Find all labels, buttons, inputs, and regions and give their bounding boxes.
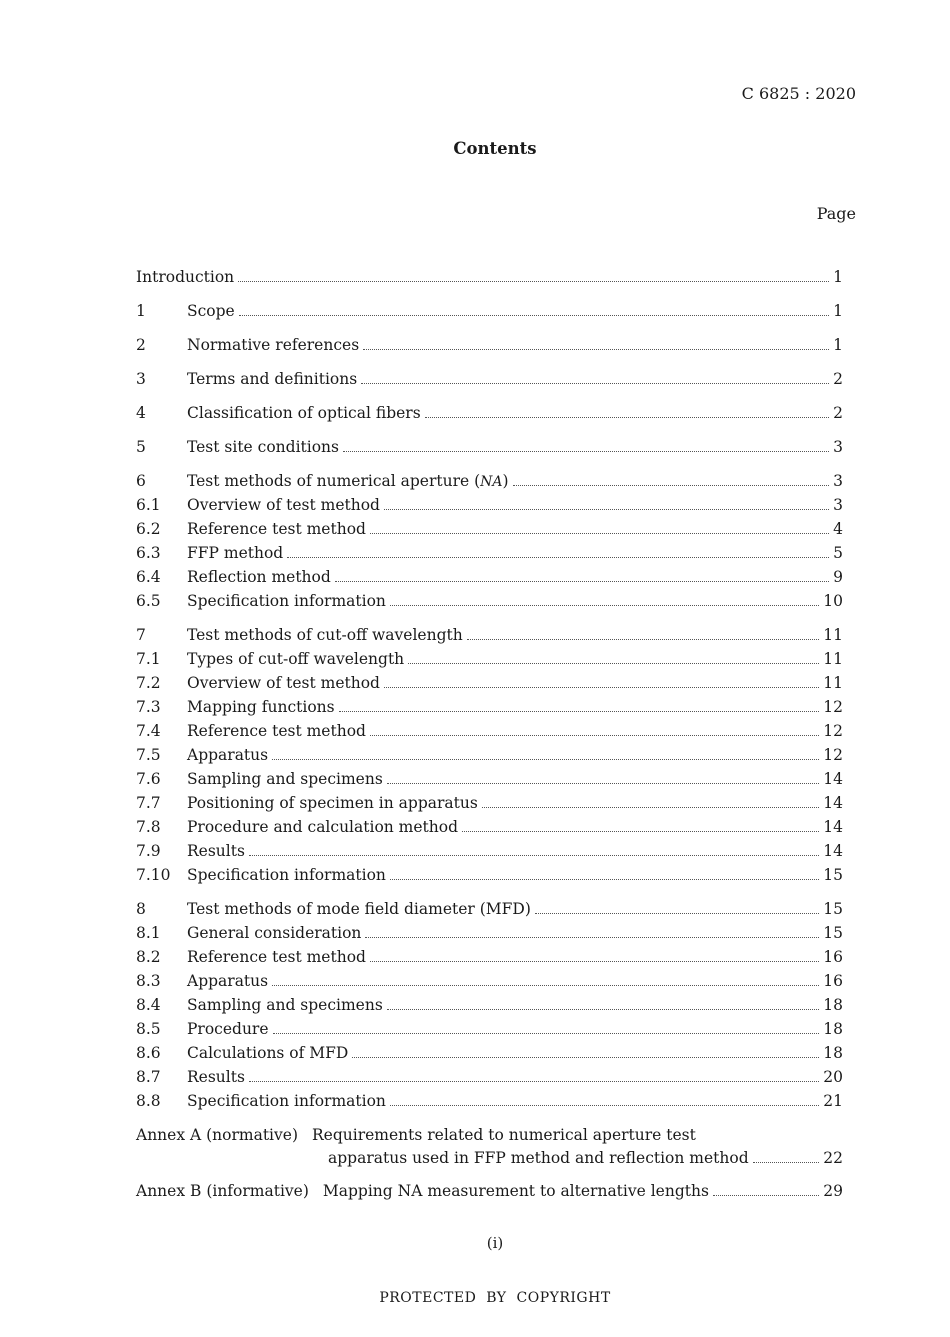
annex-b-page: 29 xyxy=(823,1182,843,1200)
toc-entry[interactable] xyxy=(136,1042,843,1066)
toc-entry-number: 6.4 xyxy=(136,568,161,586)
leader-dots xyxy=(387,783,819,784)
toc-entry-page: 18 xyxy=(823,996,843,1014)
toc-entry-title: Apparatus xyxy=(187,746,269,764)
toc-entry-title: Normative references xyxy=(187,336,360,354)
leader-dots xyxy=(384,509,829,510)
leader-dots xyxy=(352,1057,819,1058)
toc-entry-title: Types of cut-off wavelength xyxy=(187,650,405,668)
leader-dots xyxy=(249,855,819,856)
leader-dots xyxy=(272,985,819,986)
toc-entry[interactable] xyxy=(136,840,843,864)
toc-entry-title: Results xyxy=(187,1068,245,1086)
toc-entry-title: Overview of test method xyxy=(187,496,380,514)
toc-entry-title: Test site conditions xyxy=(187,438,339,456)
toc-entry-number: 7 xyxy=(136,626,146,644)
leader-dots xyxy=(467,639,820,640)
toc-entry-page: 21 xyxy=(823,1092,843,1110)
toc-entry-title: General consideration xyxy=(187,924,362,942)
toc-entry-page: 15 xyxy=(823,900,843,918)
toc-entry-page: 2 xyxy=(833,404,843,422)
toc-entry-number: 5 xyxy=(136,438,146,456)
toc-entry-number: 7.6 xyxy=(136,770,161,788)
leader-dots xyxy=(370,735,819,736)
toc-entry-title-part: ) xyxy=(502,472,509,490)
toc-entry-number: 6.5 xyxy=(136,592,161,610)
toc-entry-page: 12 xyxy=(823,746,843,764)
toc-entry[interactable] xyxy=(136,898,843,922)
annex-b-label: Annex B (informative) xyxy=(136,1182,309,1200)
toc-entry-number: 6.3 xyxy=(136,544,161,562)
toc-entry-number: 7.10 xyxy=(136,866,171,884)
leader-dots xyxy=(713,1195,819,1196)
toc-entry[interactable] xyxy=(136,436,843,460)
toc-entry[interactable] xyxy=(136,816,843,840)
annex-a-entry[interactable] xyxy=(136,1124,843,1170)
toc-entry-number: 8.7 xyxy=(136,1068,161,1086)
annex-b-title: Mapping NA measurement to alternative lengths xyxy=(322,1182,709,1200)
leader-dots xyxy=(384,687,819,688)
annex-a-title-line1: Requirements related to numerical aperture test xyxy=(312,1126,696,1144)
annex-a-label: Annex A (normative) xyxy=(136,1126,298,1144)
toc-entry-title: Reference test method xyxy=(187,948,366,966)
toc-entry[interactable] xyxy=(136,542,843,566)
toc-entry-page: 14 xyxy=(823,842,843,860)
toc-entry[interactable] xyxy=(136,768,843,792)
toc-entry-page: 16 xyxy=(823,972,843,990)
toc-entry[interactable] xyxy=(136,590,843,614)
toc-entry-number: 7.1 xyxy=(136,650,161,668)
leader-dots xyxy=(535,913,819,914)
toc-entry-number: 6 xyxy=(136,472,146,490)
toc-entry-page: 16 xyxy=(823,948,843,966)
toc-entry-title: Introduction xyxy=(136,268,235,286)
toc-entry-title: Test methods of cut-off wavelength xyxy=(187,626,463,644)
toc-entry-number: 3 xyxy=(136,370,146,388)
leader-dots xyxy=(239,315,829,316)
toc-entry-title: Calculations of MFD xyxy=(187,1044,349,1062)
annex-a-page: 22 xyxy=(823,1149,843,1167)
toc-entry-number: 8.8 xyxy=(136,1092,161,1110)
toc-entry[interactable] xyxy=(136,368,843,392)
toc-entry-number: 6.1 xyxy=(136,496,161,514)
toc-entry-page: 1 xyxy=(833,302,843,320)
toc-entry-title: Terms and definitions xyxy=(187,370,358,388)
leader-dots xyxy=(513,485,830,486)
page-column-label: Page xyxy=(816,204,856,223)
toc-entry[interactable] xyxy=(136,672,843,696)
toc-entry-number: 8 xyxy=(136,900,146,918)
copyright-notice: PROTECTED BY COPYRIGHT xyxy=(379,1290,611,1306)
toc-entry[interactable] xyxy=(136,720,843,744)
toc-entry-page: 15 xyxy=(823,866,843,884)
toc-entry-number: 4 xyxy=(136,404,146,422)
leader-dots xyxy=(249,1081,819,1082)
leader-dots xyxy=(390,1105,819,1106)
toc-entry-number: 7.2 xyxy=(136,674,161,692)
toc-entry-title-italic: NA xyxy=(480,474,503,490)
toc-entry-page: 3 xyxy=(833,472,843,490)
toc-entry-page: 3 xyxy=(833,496,843,514)
toc-entry[interactable] xyxy=(136,1018,843,1042)
toc-entry-title-part: Test methods of numerical aperture ( xyxy=(187,472,481,490)
toc-entry-title: Positioning of specimen in apparatus xyxy=(187,794,478,812)
toc-entry[interactable] xyxy=(136,994,843,1018)
toc-entry[interactable] xyxy=(136,1066,843,1090)
toc-entry-number: 8.2 xyxy=(136,948,161,966)
leader-dots xyxy=(335,581,829,582)
table-of-contents xyxy=(136,266,843,1203)
toc-entry-number: 7.3 xyxy=(136,698,161,716)
toc-entry-page: 12 xyxy=(823,698,843,716)
annex-a-title-line2: apparatus used in FFP method and reflection method xyxy=(328,1149,749,1167)
leader-dots xyxy=(273,1033,820,1034)
toc-entry-title: Scope xyxy=(187,302,235,320)
toc-entry-number: 1 xyxy=(136,302,146,320)
toc-entry-title: Specification information xyxy=(187,866,386,884)
toc-entry[interactable] xyxy=(136,470,843,494)
toc-entry[interactable] xyxy=(136,494,843,518)
toc-entry-number: 2 xyxy=(136,336,146,354)
toc-entry-page: 11 xyxy=(823,674,843,692)
leader-dots xyxy=(272,759,819,760)
toc-entry-number: 7.4 xyxy=(136,722,161,740)
leader-dots xyxy=(387,1009,819,1010)
toc-entry-title: Specification information xyxy=(187,1092,386,1110)
contents-title: Contents xyxy=(453,139,537,158)
toc-entry-title: Reflection method xyxy=(187,568,331,586)
toc-entry-title: Reference test method xyxy=(187,722,366,740)
toc-entry-page: 14 xyxy=(823,818,843,836)
toc-entry-page: 20 xyxy=(823,1068,843,1086)
leader-dots xyxy=(365,937,819,938)
toc-entry-number: 6.2 xyxy=(136,520,161,538)
toc-entry-title xyxy=(187,470,509,493)
toc-entry-title: Sampling and specimens xyxy=(187,996,383,1014)
toc-entry-title: Sampling and specimens xyxy=(187,770,383,788)
toc-entry-title: Test methods of mode field diameter (MFD) xyxy=(187,900,531,918)
toc-entry-number: 7.8 xyxy=(136,818,161,836)
toc-entry-title: Specification information xyxy=(187,592,386,610)
toc-entry-number: 8.3 xyxy=(136,972,161,990)
toc-entry[interactable] xyxy=(136,266,843,290)
toc-entry[interactable] xyxy=(136,792,843,816)
toc-entry[interactable] xyxy=(136,624,843,648)
toc-entry-page: 5 xyxy=(833,544,843,562)
toc-entry-page: 1 xyxy=(833,268,843,286)
toc-entry-title: Procedure xyxy=(187,1020,269,1038)
toc-entry-number: 7.7 xyxy=(136,794,161,812)
annex-b-entry[interactable] xyxy=(136,1180,843,1203)
toc-entry-number: 7.9 xyxy=(136,842,161,860)
toc-entry-title: Mapping functions xyxy=(187,698,335,716)
toc-entry-page: 18 xyxy=(823,1044,843,1062)
toc-entry-page: 2 xyxy=(833,370,843,388)
leader-dots xyxy=(361,383,829,384)
toc-entry[interactable] xyxy=(136,518,843,542)
toc-entry-page: 11 xyxy=(823,626,843,644)
toc-entry[interactable] xyxy=(136,1090,843,1114)
toc-entry[interactable] xyxy=(136,744,843,768)
toc-entry-page: 14 xyxy=(823,770,843,788)
leader-dots xyxy=(390,879,819,880)
leader-dots xyxy=(238,281,829,282)
toc-entry-number: 8.1 xyxy=(136,924,161,942)
leader-dots xyxy=(363,349,829,350)
leader-dots xyxy=(287,557,829,558)
toc-entry-title: Overview of test method xyxy=(187,674,380,692)
toc-entry[interactable] xyxy=(136,946,843,970)
toc-entry-title: Classification of optical fibers xyxy=(187,404,421,422)
toc-entry-title: Procedure and calculation method xyxy=(187,818,459,836)
toc-entry-title: Apparatus xyxy=(187,972,269,990)
toc-entry[interactable] xyxy=(136,566,843,590)
leader-dots xyxy=(343,451,829,452)
toc-entry[interactable] xyxy=(136,334,843,358)
toc-entry-page: 14 xyxy=(823,794,843,812)
toc-entry[interactable] xyxy=(136,970,843,994)
toc-entry[interactable] xyxy=(136,402,843,426)
footer-page-number: (i) xyxy=(486,1234,504,1252)
leader-dots xyxy=(370,961,819,962)
leader-dots xyxy=(482,807,819,808)
leader-dots xyxy=(339,711,820,712)
toc-entry-page: 11 xyxy=(823,650,843,668)
toc-entry-page: 1 xyxy=(833,336,843,354)
toc-entry[interactable] xyxy=(136,648,843,672)
toc-entry-number: 8.6 xyxy=(136,1044,161,1062)
leader-dots xyxy=(390,605,819,606)
leader-dots xyxy=(425,417,829,418)
toc-entry-number: 8.4 xyxy=(136,996,161,1014)
toc-entry-page: 18 xyxy=(823,1020,843,1038)
toc-entry-page: 9 xyxy=(833,568,843,586)
toc-entry[interactable] xyxy=(136,300,843,324)
toc-entry-page: 4 xyxy=(833,520,843,538)
toc-entry[interactable] xyxy=(136,864,843,888)
leader-dots xyxy=(408,663,819,664)
toc-entry-page: 12 xyxy=(823,722,843,740)
toc-entry-page: 10 xyxy=(823,592,843,610)
standard-number: C 6825 : 2020 xyxy=(741,84,856,103)
toc-entry-page: 15 xyxy=(823,924,843,942)
toc-entry-page: 3 xyxy=(833,438,843,456)
toc-entry-title: Results xyxy=(187,842,245,860)
toc-entry[interactable] xyxy=(136,696,843,720)
toc-entry-number: 7.5 xyxy=(136,746,161,764)
leader-dots xyxy=(753,1162,820,1163)
leader-dots xyxy=(462,831,819,832)
leader-dots xyxy=(370,533,829,534)
toc-entry-title: Reference test method xyxy=(187,520,366,538)
toc-entry-title: FFP method xyxy=(187,544,284,562)
toc-entry[interactable] xyxy=(136,922,843,946)
toc-entry-number: 8.5 xyxy=(136,1020,161,1038)
